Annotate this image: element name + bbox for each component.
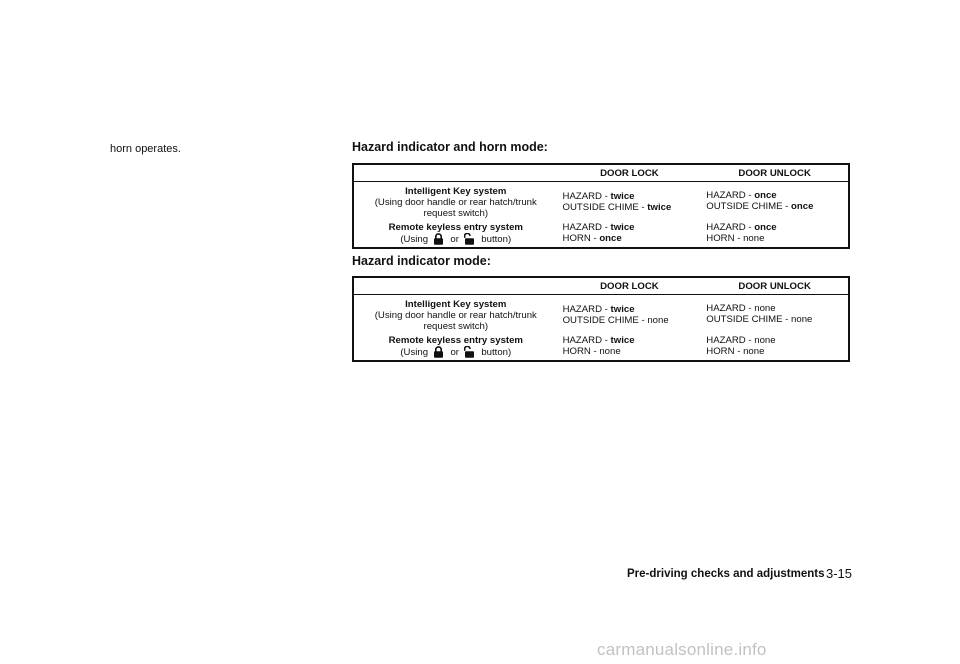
door-unlock-cell [701,182,849,222]
button-suffix: button) [481,234,512,245]
value-label: HAZARD - [706,303,755,314]
button-suffix: button) [481,347,512,358]
value-text: twice [610,191,635,202]
section-heading-hazard-horn-mode: Hazard indicator and horn mode: [352,140,548,154]
table-row [353,182,849,222]
system-title: Intelligent Key system [405,186,507,197]
column-header-door-unlock: DOOR UNLOCK [701,277,849,295]
value-text: once [791,201,814,212]
hazard-mode-table [352,276,850,362]
system-title: Remote keyless entry system [388,335,523,346]
value-label: HAZARD - [562,304,611,315]
value-text: none [754,303,776,314]
or-text: or [450,347,459,358]
door-lock-cell [558,182,702,222]
value-text: twice [610,335,635,346]
system-cell [353,295,558,335]
value-label: HORN - [562,346,600,357]
value-text: none [743,346,765,357]
system-cell [353,334,558,361]
system-detail [356,233,556,245]
page-number: 3-15 [826,566,853,581]
system-title: Intelligent Key system [405,299,507,310]
section-heading-hazard-mode: Hazard indicator mode: [352,254,491,268]
system-cell [353,182,558,222]
unlock-icon [464,346,475,358]
value-label: OUTSIDE CHIME - [562,315,648,326]
table-row [353,221,849,248]
value-text: twice [610,222,635,233]
system-detail: request switch) [423,321,489,332]
system-detail [356,346,556,358]
value-text: twice [610,304,635,315]
system-detail: (Using door handle or rear hatch/trunk [374,310,537,321]
value-label: HORN - [706,233,744,244]
corner-cell [353,164,558,182]
value-label: HORN - [706,346,744,357]
system-cell [353,221,558,248]
door-unlock-cell [701,295,849,335]
system-title: Remote keyless entry system [388,222,523,233]
value-text: none [599,346,621,357]
value-text: once [754,222,777,233]
corner-cell [353,277,558,295]
value-text: none [791,314,813,325]
continued-text: horn operates. [110,143,181,155]
footer-section-title: Pre-driving checks and adjustments [627,568,825,580]
value-text: twice [647,202,672,213]
table-row [353,295,849,335]
using-prefix: (Using [400,234,429,245]
value-label: OUTSIDE CHIME - [706,201,792,212]
value-label: HAZARD - [562,335,611,346]
value-label: HAZARD - [706,222,755,233]
column-header-door-unlock: DOOR UNLOCK [701,164,849,182]
unlock-icon [464,233,475,245]
value-label: HAZARD - [562,191,611,202]
value-text: once [599,233,622,244]
table-row [353,334,849,361]
column-header-door-lock: DOOR LOCK [558,164,702,182]
using-prefix: (Using [400,347,429,358]
watermark: carmanualsonline.info [597,640,767,659]
lock-icon [433,233,444,245]
door-unlock-cell [701,221,849,248]
table-header-row [353,277,849,295]
door-unlock-cell [701,334,849,361]
value-text: none [754,335,776,346]
column-header-door-lock: DOOR LOCK [558,277,702,295]
value-label: HORN - [562,233,600,244]
value-text: once [754,190,777,201]
lock-icon [433,346,444,358]
value-label: HAZARD - [706,335,755,346]
system-detail: request switch) [423,208,489,219]
value-text: none [647,315,669,326]
table-header-row [353,164,849,182]
value-text: none [743,233,765,244]
door-lock-cell [558,221,702,248]
hazard-horn-mode-table [352,163,850,249]
door-lock-cell [558,295,702,335]
door-lock-cell [558,334,702,361]
system-detail: (Using door handle or rear hatch/trunk [374,197,537,208]
value-label: HAZARD - [562,222,611,233]
value-label: OUTSIDE CHIME - [562,202,648,213]
value-label: OUTSIDE CHIME - [706,314,792,325]
or-text: or [450,234,459,245]
value-label: HAZARD - [706,190,755,201]
